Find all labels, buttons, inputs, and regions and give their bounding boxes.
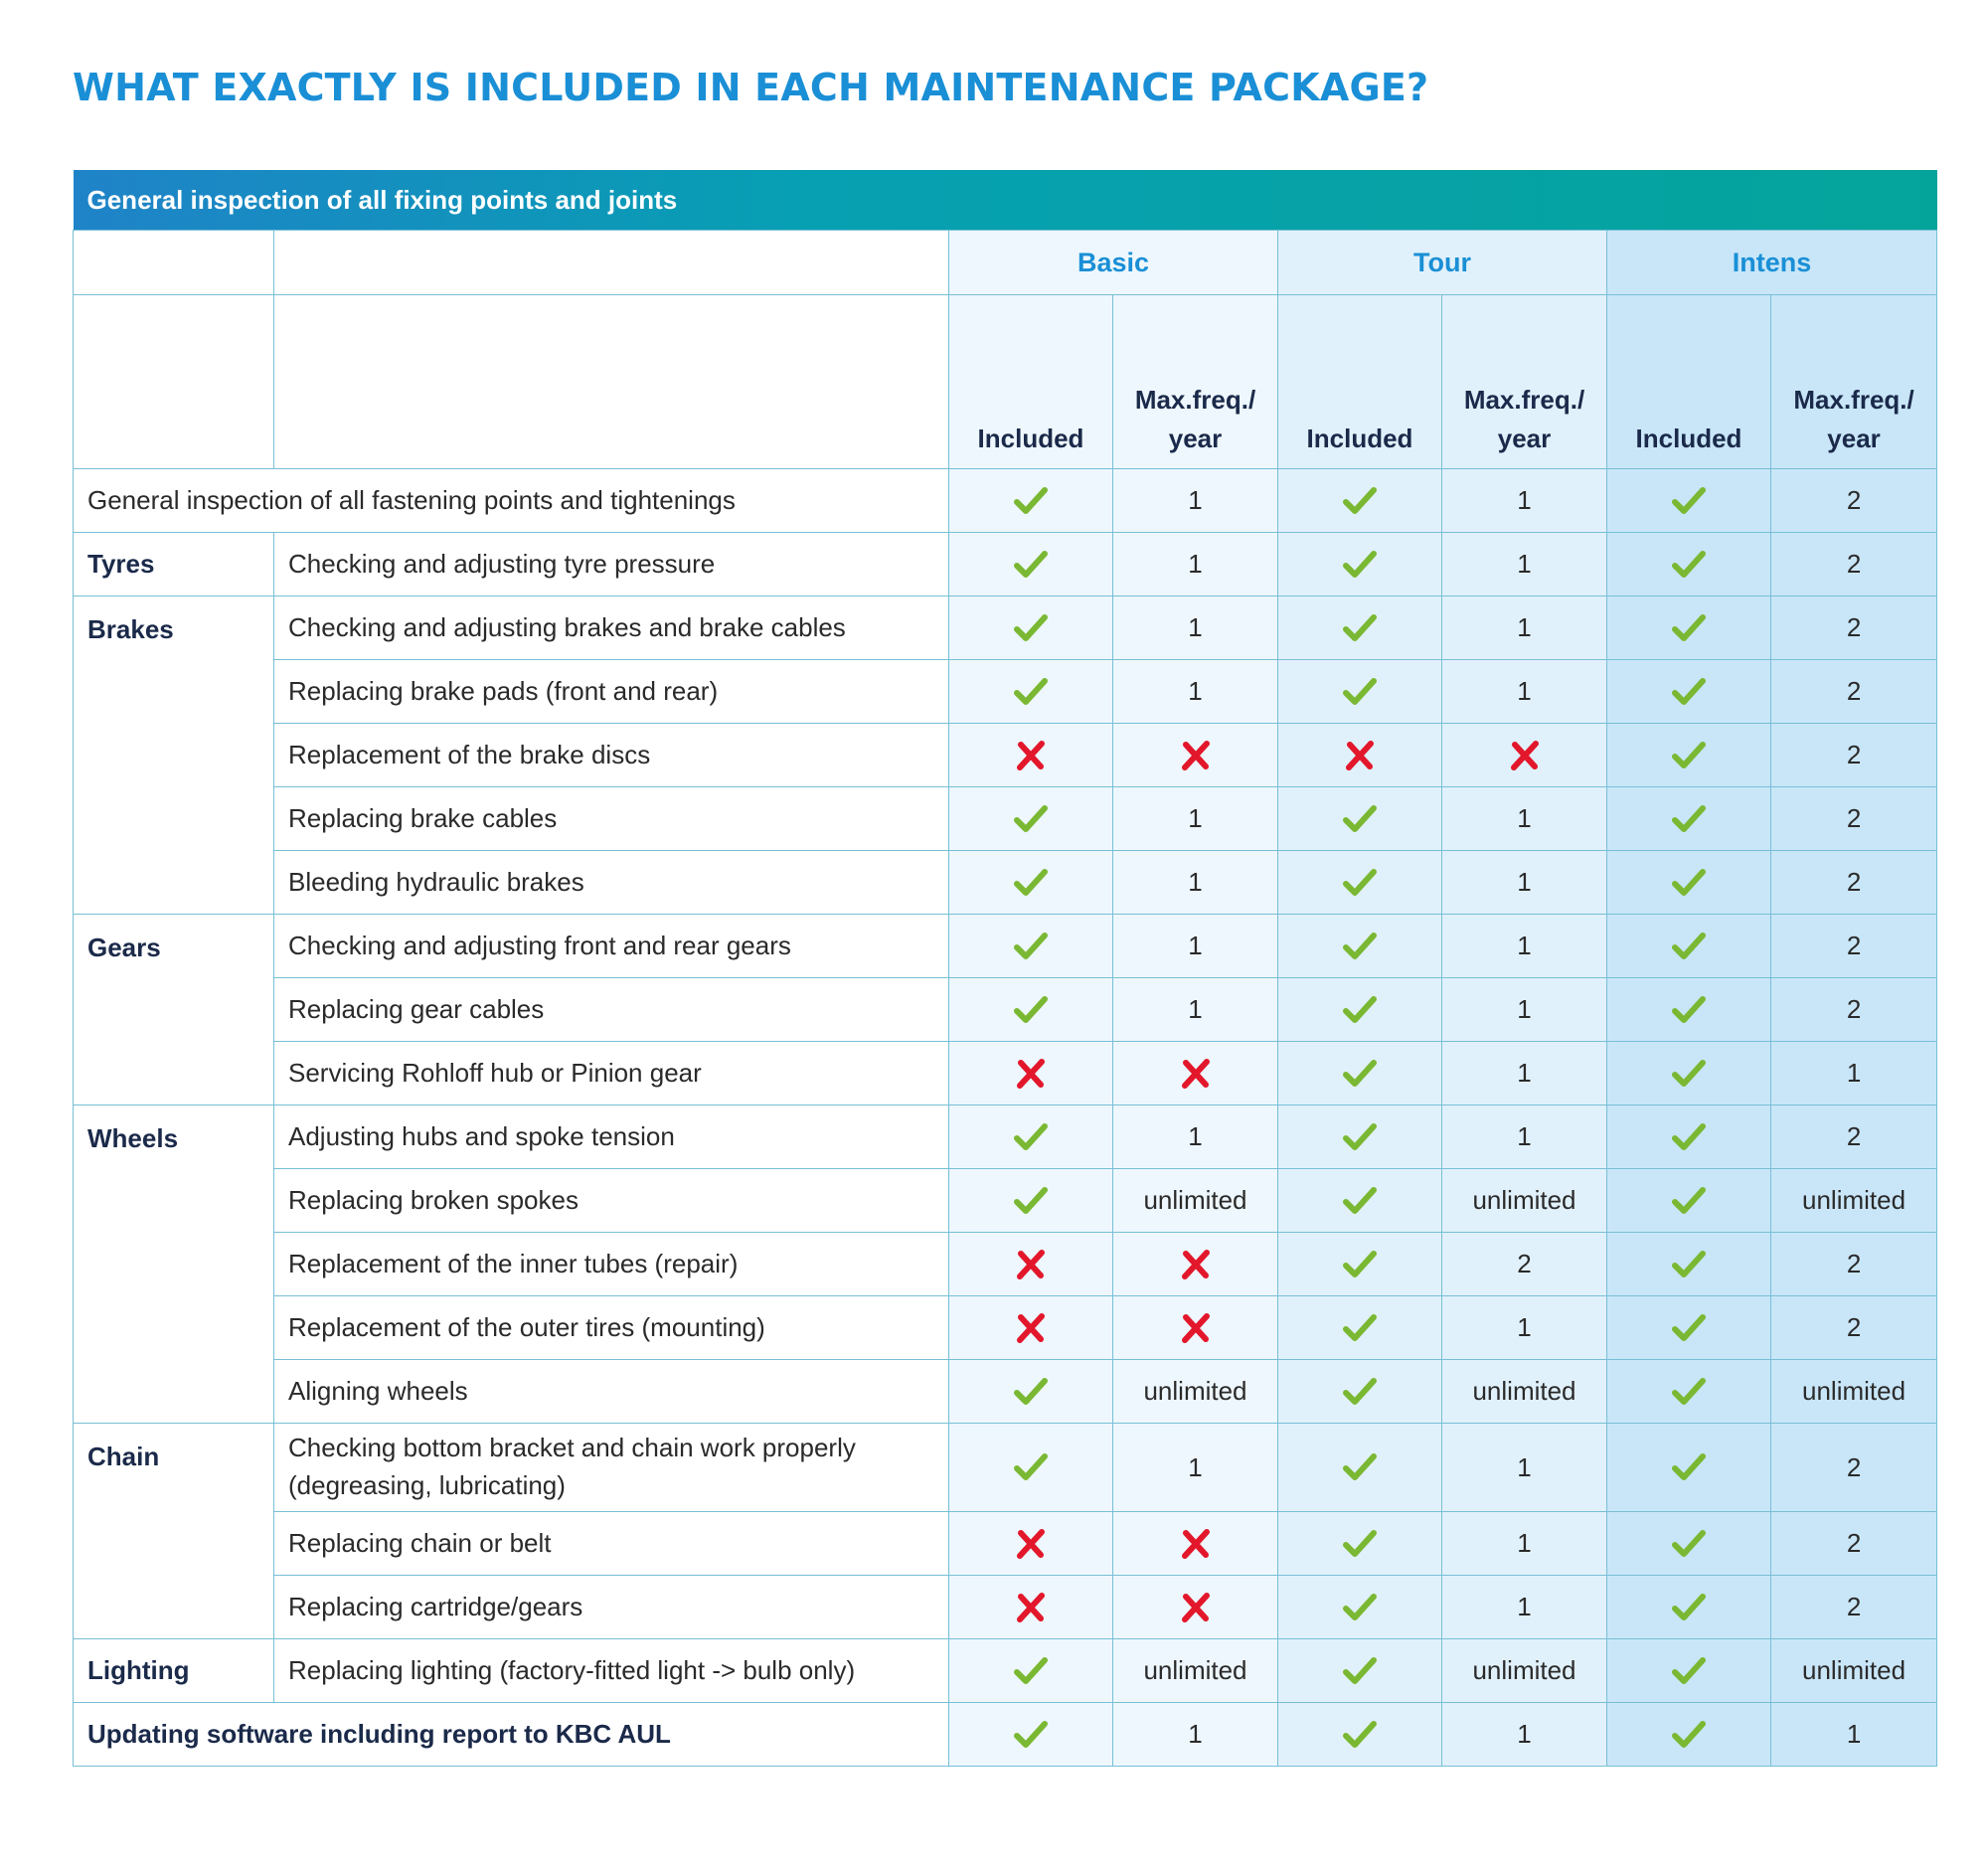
check-icon [1671,610,1707,640]
subheader-maxfreq [1442,295,1607,469]
table-row [74,1512,1937,1576]
maxfreq-label-line1: Max.freq./ [1134,385,1256,415]
cell-intens-included [1607,1512,1771,1576]
check-icon [1013,801,1049,831]
check-icon [1671,1310,1707,1340]
check-icon [1013,1717,1049,1747]
cell-tour-maxfreq: unlimited [1442,1639,1607,1703]
cell-basic-included [949,851,1113,915]
cell-tour-included [1278,978,1442,1042]
cell-basic-maxfreq: 1 [1113,1105,1278,1169]
cell-basic-maxfreq: 1 [1113,915,1278,978]
cell-intens-maxfreq: 2 [1771,1512,1937,1576]
check-icon [1013,865,1049,895]
check-icon [1342,1374,1378,1404]
cell-tour-maxfreq: 1 [1442,915,1607,978]
check-icon [1671,929,1707,958]
cell-basic-maxfreq [1113,1512,1278,1576]
cell-basic-maxfreq [1113,724,1278,787]
check-icon [1013,610,1049,640]
subheader-blank-category [74,295,274,469]
table-row [74,915,1937,978]
cell-intens-maxfreq: 2 [1771,660,1937,724]
check-icon [1671,801,1707,831]
check-icon [1342,929,1378,958]
check-icon [1342,1590,1378,1619]
maintenance-table [73,170,1937,1767]
cell-basic-included [949,1512,1113,1576]
check-icon [1671,1526,1707,1556]
cross-icon [1178,1310,1214,1340]
check-icon [1671,738,1707,767]
check-icon [1013,1653,1049,1683]
cell-intens-maxfreq: unlimited [1771,1639,1937,1703]
header-blank-category [74,231,274,295]
cell-intens-included [1607,1042,1771,1105]
cell-tour-included [1278,1512,1442,1576]
check-icon [1342,547,1378,577]
cross-icon [1178,1590,1214,1619]
cell-basic-included [949,1576,1113,1639]
cell-basic-included [949,469,1113,533]
cell-tour-maxfreq: 1 [1442,596,1607,660]
cell-tour-maxfreq: 1 [1442,851,1607,915]
check-icon [1671,992,1707,1022]
task-label: Checking and adjusting brakes and brake cables [274,596,949,660]
cell-basic-included [949,1105,1113,1169]
cell-intens-maxfreq: 2 [1771,1105,1937,1169]
maxfreq-label-line2: year [1827,424,1881,453]
table-row [74,469,1937,533]
cell-basic-maxfreq: unlimited [1113,1360,1278,1424]
table-row [74,1042,1937,1105]
check-icon [1671,547,1707,577]
cross-icon [1178,1056,1214,1086]
cell-tour-maxfreq: unlimited [1442,1360,1607,1424]
task-label: Checking and adjusting tyre pressure [274,533,949,596]
cell-tour-maxfreq: 1 [1442,533,1607,596]
subheader-maxfreq [1113,295,1278,469]
task-label: Replacement of the inner tubes (repair) [274,1233,949,1296]
cell-intens-included [1607,1360,1771,1424]
cell-basic-included [949,915,1113,978]
table-row [74,851,1937,915]
cell-basic-maxfreq: 1 [1113,1703,1278,1767]
cell-intens-maxfreq: unlimited [1771,1169,1937,1233]
check-icon [1342,1247,1378,1276]
cell-tour-maxfreq: 1 [1442,660,1607,724]
cell-basic-included [949,596,1113,660]
table-body [74,469,1937,1767]
cell-intens-maxfreq: 2 [1771,1424,1937,1512]
check-icon [1013,992,1049,1022]
cell-tour-included [1278,660,1442,724]
cross-icon [1507,738,1543,767]
cell-intens-included [1607,1424,1771,1512]
cell-basic-maxfreq [1113,1233,1278,1296]
check-icon [1342,1717,1378,1747]
cell-tour-included [1278,1424,1442,1512]
cell-tour-included [1278,1360,1442,1424]
task-label: Bleeding hydraulic brakes [274,851,949,915]
cell-intens-included [1607,787,1771,851]
table-row [74,978,1937,1042]
cell-tour-included [1278,1105,1442,1169]
cross-icon [1013,1247,1049,1276]
check-icon [1671,1374,1707,1404]
check-icon [1342,1653,1378,1683]
cell-basic-included [949,1233,1113,1296]
cell-intens-included [1607,469,1771,533]
task-label: Updating software including report to KBC AUL [74,1703,949,1767]
cell-tour-maxfreq: 1 [1442,1042,1607,1105]
check-icon [1342,1310,1378,1340]
cell-tour-included [1278,469,1442,533]
check-icon [1671,674,1707,704]
check-icon [1342,1183,1378,1213]
cell-basic-maxfreq: unlimited [1113,1169,1278,1233]
check-icon [1671,865,1707,895]
cell-intens-included [1607,1576,1771,1639]
cell-basic-maxfreq: 1 [1113,978,1278,1042]
cross-icon [1013,1590,1049,1619]
table-row [74,1576,1937,1639]
cell-tour-included [1278,851,1442,915]
table-row [74,724,1937,787]
cell-tour-maxfreq: 1 [1442,1105,1607,1169]
check-icon [1342,483,1378,513]
package-header-intens: Intens [1607,231,1937,295]
cell-tour-maxfreq: 2 [1442,1233,1607,1296]
included-label: Included [1635,424,1742,453]
cell-intens-included [1607,1233,1771,1296]
table-row [74,1639,1937,1703]
cell-intens-maxfreq: 2 [1771,851,1937,915]
cell-tour-maxfreq: unlimited [1442,1169,1607,1233]
check-icon [1342,1119,1378,1149]
cell-intens-included [1607,915,1771,978]
cell-intens-maxfreq: unlimited [1771,1360,1937,1424]
cell-intens-included [1607,1296,1771,1360]
cell-tour-maxfreq: 1 [1442,1512,1607,1576]
category-gears: Gears [74,915,274,1105]
table-row [74,1169,1937,1233]
table-banner: General inspection of all fixing points and joints [74,170,1937,231]
cell-tour-included [1278,596,1442,660]
cell-intens-maxfreq: 1 [1771,1703,1937,1767]
task-label: Replacing broken spokes [274,1169,949,1233]
cell-basic-maxfreq: 1 [1113,469,1278,533]
check-icon [1342,1526,1378,1556]
category-brakes: Brakes [74,596,274,915]
cell-intens-maxfreq: 2 [1771,787,1937,851]
table-row [74,1105,1937,1169]
cell-basic-included [949,724,1113,787]
cell-intens-included [1607,851,1771,915]
cell-intens-maxfreq: 2 [1771,915,1937,978]
cell-basic-maxfreq: 1 [1113,1424,1278,1512]
category-wheels: Wheels [74,1105,274,1424]
cell-basic-maxfreq [1113,1576,1278,1639]
check-icon [1342,610,1378,640]
cell-intens-maxfreq: 2 [1771,596,1937,660]
task-label: General inspection of all fastening points and tightenings [74,469,949,533]
cell-basic-maxfreq: 1 [1113,660,1278,724]
task-label: Checking bottom bracket and chain work properly (degreasing, lubricating) [274,1424,949,1512]
check-icon [1342,865,1378,895]
cell-intens-maxfreq: 1 [1771,1042,1937,1105]
check-icon [1671,1717,1707,1747]
included-label: Included [1306,424,1413,453]
subheader-included [1278,295,1442,469]
cell-basic-maxfreq: unlimited [1113,1639,1278,1703]
cell-basic-included [949,533,1113,596]
category-tyres: Tyres [74,533,274,596]
cell-intens-included [1607,1639,1771,1703]
check-icon [1013,1119,1049,1149]
cell-intens-included [1607,1169,1771,1233]
cell-intens-maxfreq: 2 [1771,533,1937,596]
cell-basic-maxfreq [1113,1296,1278,1360]
task-label: Replacing chain or belt [274,1512,949,1576]
cell-basic-maxfreq: 1 [1113,596,1278,660]
cell-tour-maxfreq: 1 [1442,1703,1607,1767]
task-label: Servicing Rohloff hub or Pinion gear [274,1042,949,1105]
task-label: Replacing cartridge/gears [274,1576,949,1639]
cell-basic-maxfreq: 1 [1113,533,1278,596]
cell-tour-maxfreq: 1 [1442,1576,1607,1639]
cell-tour-maxfreq: 1 [1442,1296,1607,1360]
category-chain: Chain [74,1424,274,1639]
cell-tour-maxfreq: 1 [1442,978,1607,1042]
package-header-basic: Basic [949,231,1278,295]
table-row [74,533,1937,596]
task-label: Replacing gear cables [274,978,949,1042]
cell-tour-maxfreq: 1 [1442,1424,1607,1512]
task-label: Replacement of the outer tires (mounting) [274,1296,949,1360]
check-icon [1671,1450,1707,1480]
table-row [74,596,1937,660]
subheader-blank-task [274,295,949,469]
category-lighting: Lighting [74,1639,274,1703]
check-icon [1671,1056,1707,1086]
cell-intens-included [1607,660,1771,724]
cell-tour-included [1278,915,1442,978]
check-icon [1013,929,1049,958]
cell-tour-maxfreq: 1 [1442,787,1607,851]
cell-tour-included [1278,1233,1442,1296]
subheader-maxfreq [1771,295,1937,469]
cell-tour-included [1278,1576,1442,1639]
cross-icon [1342,738,1378,767]
cell-intens-maxfreq: 2 [1771,1576,1937,1639]
check-icon [1013,1374,1049,1404]
cell-intens-included [1607,978,1771,1042]
check-icon [1013,674,1049,704]
check-icon [1671,1653,1707,1683]
subheader-included [949,295,1113,469]
cell-intens-maxfreq: 2 [1771,724,1937,787]
cell-basic-included [949,1703,1113,1767]
page-title: WHAT EXACTLY IS INCLUDED IN EACH MAINTENANCE PACKAGE? [73,66,1429,109]
maxfreq-label-line2: year [1497,424,1552,453]
cell-tour-included [1278,724,1442,787]
check-icon [1013,1183,1049,1213]
table-row [74,1360,1937,1424]
task-label: Replacing brake cables [274,787,949,851]
check-icon [1671,1119,1707,1149]
cell-intens-maxfreq: 2 [1771,1233,1937,1296]
cell-tour-maxfreq [1442,724,1607,787]
maxfreq-label-line1: Max.freq./ [1463,385,1585,415]
cell-tour-included [1278,1639,1442,1703]
cross-icon [1013,1526,1049,1556]
check-icon [1013,483,1049,513]
check-icon [1342,1450,1378,1480]
cross-icon [1178,1247,1214,1276]
cell-basic-included [949,978,1113,1042]
table-row [74,1424,1937,1512]
cell-intens-included [1607,724,1771,787]
check-icon [1013,1450,1049,1480]
task-label: Replacing brake pads (front and rear) [274,660,949,724]
cell-basic-included [949,1169,1113,1233]
cell-tour-included [1278,1042,1442,1105]
task-label: Aligning wheels [274,1360,949,1424]
task-label: Checking and adjusting front and rear gears [274,915,949,978]
cell-intens-included [1607,1703,1771,1767]
cell-intens-maxfreq: 2 [1771,469,1937,533]
cell-tour-included [1278,1169,1442,1233]
check-icon [1342,1056,1378,1086]
table-row [74,660,1937,724]
cross-icon [1013,1310,1049,1340]
cell-tour-maxfreq: 1 [1442,469,1607,533]
header-blank-task [274,231,949,295]
cell-basic-included [949,787,1113,851]
cell-basic-included [949,660,1113,724]
check-icon [1671,1183,1707,1213]
check-icon [1342,992,1378,1022]
cell-basic-included [949,1360,1113,1424]
cell-basic-included [949,1042,1113,1105]
check-icon [1342,801,1378,831]
table-row [74,1296,1937,1360]
cell-intens-included [1607,533,1771,596]
cell-tour-included [1278,787,1442,851]
cell-tour-included [1278,1296,1442,1360]
check-icon [1671,1590,1707,1619]
check-icon [1013,547,1049,577]
package-header-tour: Tour [1278,231,1607,295]
check-icon [1671,483,1707,513]
task-label: Replacing lighting (factory-fitted light -> bulb only) [274,1639,949,1703]
table-row [74,787,1937,851]
cell-basic-included [949,1639,1113,1703]
cell-tour-included [1278,1703,1442,1767]
check-icon [1671,1247,1707,1276]
table-row [74,1233,1937,1296]
cell-basic-maxfreq: 1 [1113,851,1278,915]
subheader-included [1607,295,1771,469]
cell-basic-included [949,1296,1113,1360]
check-icon [1342,674,1378,704]
cross-icon [1013,738,1049,767]
task-label: Replacement of the brake discs [274,724,949,787]
cross-icon [1178,1526,1214,1556]
maxfreq-label-line1: Max.freq./ [1793,385,1914,415]
cross-icon [1013,1056,1049,1086]
cell-basic-maxfreq [1113,1042,1278,1105]
cell-intens-included [1607,596,1771,660]
maxfreq-label-line2: year [1168,424,1223,453]
task-label: Adjusting hubs and spoke tension [274,1105,949,1169]
cell-intens-maxfreq: 2 [1771,978,1937,1042]
cell-intens-maxfreq: 2 [1771,1296,1937,1360]
cell-basic-maxfreq: 1 [1113,787,1278,851]
included-label: Included [977,424,1084,453]
cell-intens-included [1607,1105,1771,1169]
cross-icon [1178,738,1214,767]
cell-tour-included [1278,533,1442,596]
cell-basic-included [949,1424,1113,1512]
table-row [74,1703,1937,1767]
